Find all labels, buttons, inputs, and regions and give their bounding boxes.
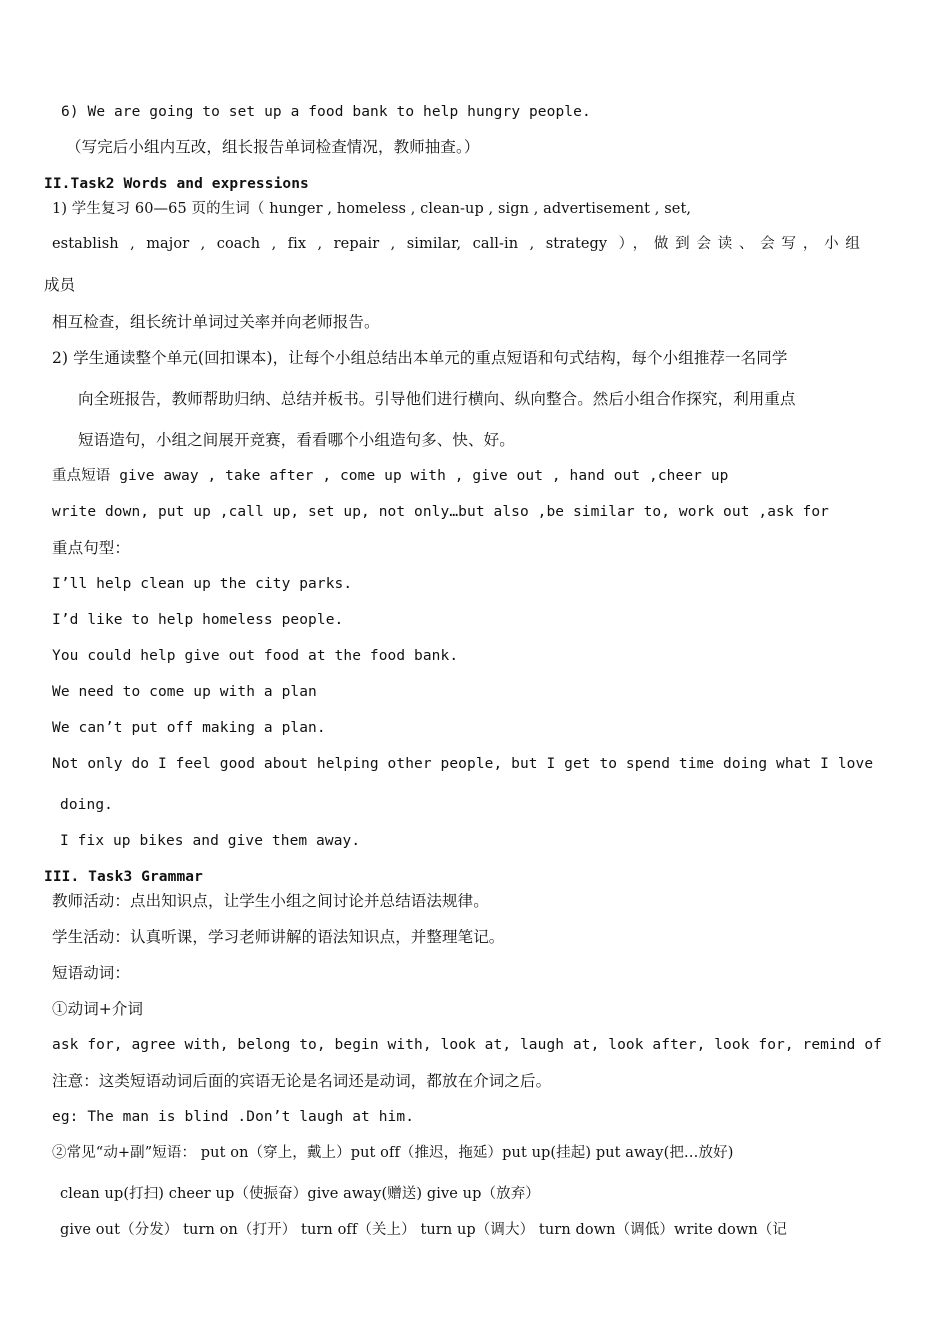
verb-adverb-line1: ②常见“动+副”短语： put on（穿上，戴上）put off（推迟，拖延）put up(挂起) put away(把…放好) [52, 1145, 734, 1161]
verb-adverb-line2: clean up(打扫) cheer up（使振奋）give away(赠送) give up（放弃） [60, 1186, 540, 1202]
teacher-activity: 教师活动：点出知识点，让学生小组之间讨论并总结语法规律。 [52, 892, 489, 910]
verb-prep-heading: ①动词+介词 [52, 1000, 144, 1018]
task2-step2-line1: 2) 学生通读整个单元(回扣课本)，让每个小组总结出本单元的重点短语和句式结构，每个小组推荐一名同学 [52, 349, 788, 367]
task2-step1-line4: 相互检查，组长统计单词过关率并向老师报告。 [52, 313, 380, 331]
task2-step2-line3: 短语造句，小组之间展开竞赛，看看哪个小组造句多、快、好。 [78, 431, 515, 449]
key-sentence-2: I’d like to help homeless people. [52, 612, 344, 628]
verb-prep-example-sentence: eg: The man is blind .Don’t laugh at him. [52, 1109, 415, 1125]
task2-step1-line2: establish , major , coach , fix , repair , similar, call-in , strategy ），做到会读、会写，小组 [52, 236, 860, 252]
task2-step1-line1: 1) 学生复习 60—65 页的生词（ hunger , homeless , clean-up , sign , advertisement , set, [52, 201, 692, 217]
step-6-sentence: 6) We are going to set up a food bank to help hungry people. [61, 104, 591, 120]
key-phrases-line2: write down, put up ,call up, set up, not only…but also ,be similar to, work out ,ask for [52, 504, 830, 520]
student-activity: 学生活动：认真听课，学习老师讲解的语法知识点，并整理笔记。 [52, 928, 505, 946]
key-sentence-7: I fix up bikes and give them away. [60, 833, 361, 849]
key-sentence-5: We can’t put off making a plan. [52, 720, 326, 736]
key-sentence-4: We need to come up with a plan [52, 684, 317, 700]
task2-step2-line2: 向全班报告，教师帮助归纳、总结并板书。引导他们进行横向、纵向整合。然后小组合作探究，利用重点 [78, 390, 796, 408]
section-task3-heading: III. Task3 Grammar [44, 869, 203, 885]
verb-adverb-line3: give out（分发） turn on（打开） turn off（关上） turn up（调大） turn down（调低）write down（记 [60, 1222, 787, 1238]
phrasal-verbs-heading: 短语动词： [52, 964, 131, 982]
key-phrases-line1: 重点短语 give away , take after , come up with , give out , hand out ,cheer up [52, 468, 729, 484]
key-sentences-heading: 重点句型： [52, 539, 131, 557]
task2-step1-line3: 成员 [44, 276, 76, 294]
key-sentence-6: Not only do I feel good about helping other people, but I get to spend time doing what I love [52, 756, 874, 772]
verb-prep-examples: ask for, agree with, belong to, begin with, look at, laugh at, look after, look for, remind of [52, 1037, 882, 1053]
verb-prep-note: 注意：这类短语动词后面的宾语无论是名词还是动词，都放在介词之后。 [52, 1072, 552, 1090]
key-sentence-6-cont: doing. [60, 797, 113, 813]
key-sentence-1: I’ll help clean up the city parks. [52, 576, 353, 592]
section-task2-heading: II.Task2 Words and expressions [44, 176, 309, 192]
peer-check-note: （写完后小组内互改，组长报告单词检查情况，教师抽查。） [66, 138, 480, 156]
key-sentence-3: You could help give out food at the food bank. [52, 648, 459, 664]
